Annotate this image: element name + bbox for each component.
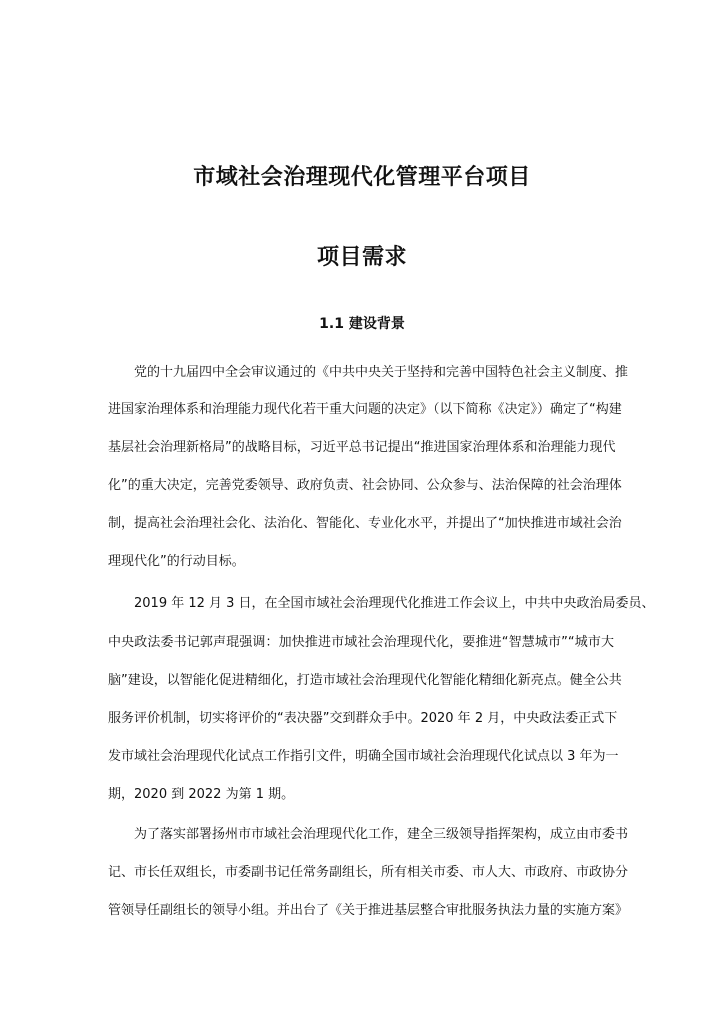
paragraph-line: 制，提高社会治理社会化、法治化、智能化、专业化水平，并提出了“加快推进市域社会治 xyxy=(108,516,622,531)
section-heading: 1.1 建设背景 xyxy=(319,316,405,332)
paragraph-line: 脑”建设，以智能化促进精细化，打造市域社会治理现代化智能化精细化新亮点。健全公共 xyxy=(108,673,622,688)
paragraph-line: 记、市长任双组长，市委副书记任常务副组长，所有相关市委、市人大、市政府、市政协分 xyxy=(108,865,629,880)
paragraph-line: 为了落实部署扬州市市域社会治理现代化工作，建全三级领导指挥架构，成立由市委书 xyxy=(134,827,629,842)
paragraph-line: 服务评价机制，切实将评价的“表决器”交到群众手中。2020 年 2 月，中央政法委正式下 xyxy=(108,711,618,726)
paragraph-line: 发市域社会治理现代化试点工作指引文件，明确全国市域社会治理现代化试点以 3 年为一 xyxy=(108,749,619,764)
paragraph-line: 党的十九届四中全会审议通过的《中共中央关于坚持和完善中国特色社会主义制度、推 xyxy=(134,365,629,380)
document-subtitle: 项目需求 xyxy=(316,245,407,270)
paragraph-line: 2019 年 12 月 3 日，在全国市域社会治理现代化推进工作会议上，中共中央政治局委员、 xyxy=(134,596,655,611)
paragraph-line: 基层社会治理新格局”的战略目标，习近平总书记提出“推进国家治理体系和治理能力现代 xyxy=(108,440,616,455)
document-title: 市域社会治理现代化管理平台项目 xyxy=(193,165,531,190)
paragraph-line: 理现代化”的行动目标。 xyxy=(108,554,245,569)
paragraph-line: 管领导任副组长的领导小组。并出台了《关于推进基层整合审批服务执法力量的实施方案》 xyxy=(108,903,629,918)
paragraph-line: 期，2020 到 2022 为第 1 期。 xyxy=(108,787,295,802)
paragraph-line: 进国家治理体系和治理能力现代化若干重大问题的决定》（以下简称《决定》）确定了“构建 xyxy=(108,402,622,417)
paragraph-line: 化”的重大决定，完善党委领导、政府负责、社会协同、公众参与、法治保障的社会治理体 xyxy=(108,478,622,493)
paragraph-line: 中央政法委书记郭声琨强调：加快推进市域社会治理现代化，要推进“智慧城市”“城市大 xyxy=(108,635,614,650)
